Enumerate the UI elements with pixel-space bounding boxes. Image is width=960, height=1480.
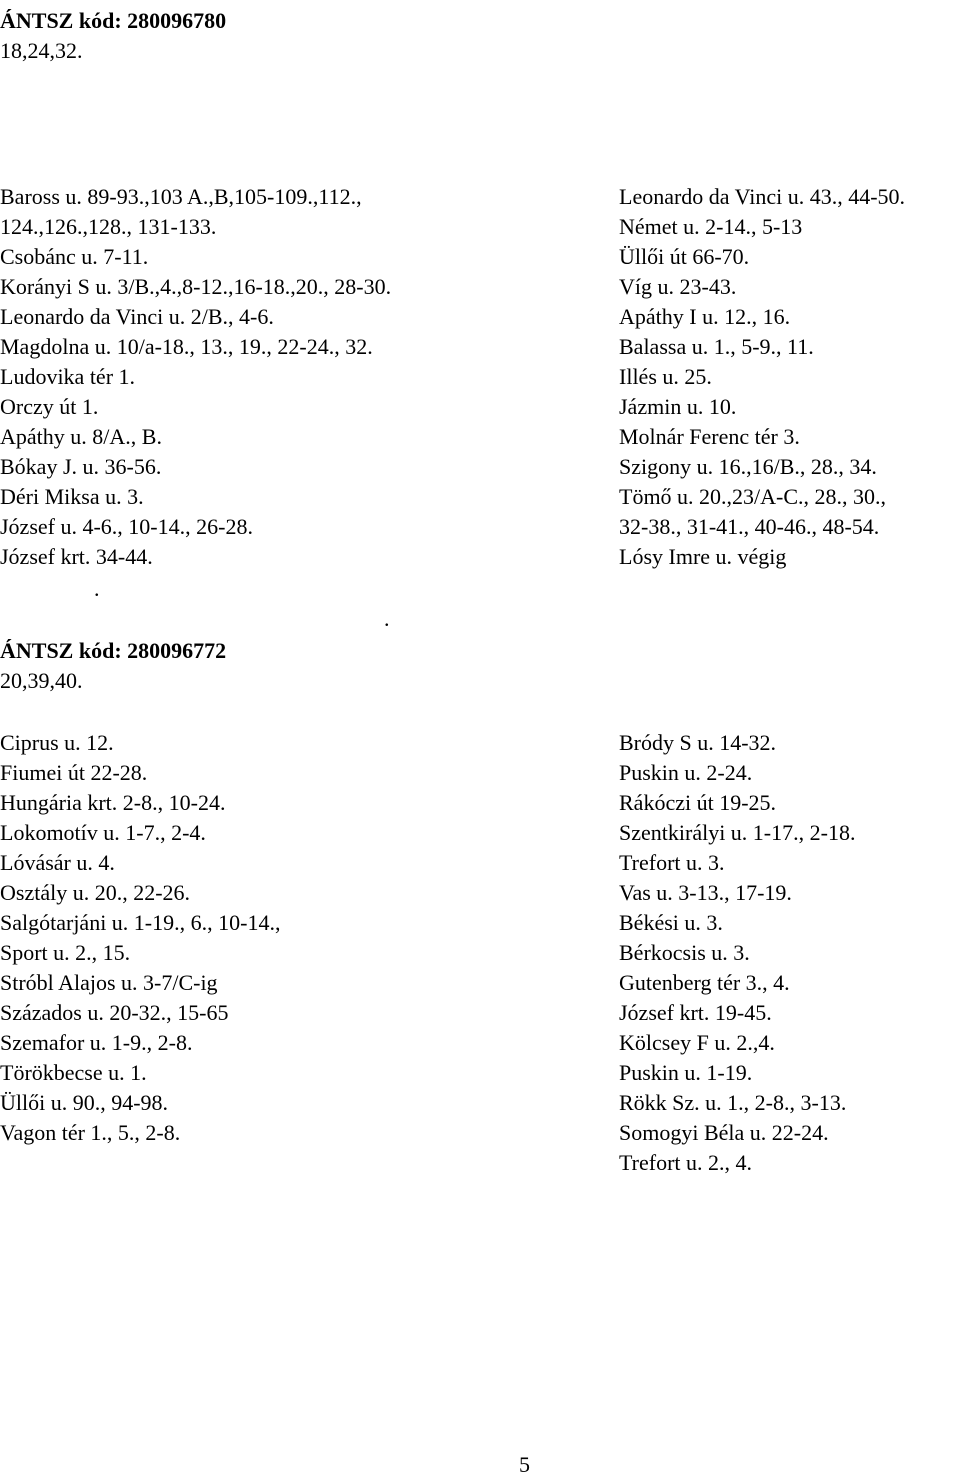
list-item: Szentkirályi u. 1-17., 2-18. [619,820,856,845]
list-item: Somogyi Béla u. 22-24. [619,1120,829,1145]
list-item: Leonardo da Vinci u. 2/B., 4-6. [0,304,274,329]
list-item: Szemafor u. 1-9., 2-8. [0,1030,193,1055]
list-item: 32-38., 31-41., 40-46., 48-54. [619,514,880,539]
list-item: Üllői u. 90., 94-98. [0,1090,169,1115]
section2-left-list [0,728,280,1148]
list-item: Leonardo da Vinci u. 43., 44-50. [619,184,906,209]
list-item: Salgótarjáni u. 1-19., 6., 10-14., [0,910,281,935]
list-item: Csobánc u. 7-11. [0,244,149,269]
list-item: Stróbl Alajos u. 3-7/C-ig [0,970,218,995]
list-item: Szigony u. 16.,16/B., 28., 34. [619,454,877,479]
section1-right-list [619,182,905,572]
list-item: Törökbecse u. 1. [0,1060,147,1085]
list-item: Ludovika tér 1. [0,364,136,389]
section1-title: ÁNTSZ kód: 280096780 [0,8,227,33]
list-item: József krt. 34-44. [0,544,153,569]
list-item: Hungária krt. 2-8., 10-24. [0,790,226,815]
list-item: Osztály u. 20., 22-26. [0,880,191,905]
list-item: Apáthy u. 8/A., B. [0,424,162,449]
section2-codes: 20,39,40. [0,668,83,693]
section1-left-list [0,182,391,572]
page-number: 5 [519,1452,530,1477]
list-item: Molnár Ferenc tér 3. [619,424,800,449]
list-item: Békési u. 3. [619,910,723,935]
list-item: 124.,126.,128., 131-133. [0,214,217,239]
list-item: Lósy Imre u. végig [619,544,787,569]
list-item: Apáthy I u. 12., 16. [619,304,791,329]
section2-title: ÁNTSZ kód: 280096772 [0,638,227,663]
list-item: Rökk Sz. u. 1., 2-8., 3-13. [619,1090,847,1115]
list-item: Víg u. 23-43. [619,274,737,299]
list-item: Puskin u. 1-19. [619,1060,753,1085]
list-item: Puskin u. 2-24. [619,760,753,785]
list-item: Trefort u. 3. [619,850,725,875]
list-item: Illés u. 25. [619,364,712,389]
list-item: Üllői út 66-70. [619,244,750,269]
section1-codes: 18,24,32. [0,38,83,63]
separator-dot: . [94,576,100,601]
list-item: Sport u. 2., 15. [0,940,131,965]
list-item: Bérkocsis u. 3. [619,940,750,965]
list-item: Vas u. 3-13., 17-19. [619,880,792,905]
list-item: Baross u. 89-93.,103 A.,B,105-109.,112., [0,184,362,209]
list-item: Orczy út 1. [0,394,99,419]
list-item: Lóvásár u. 4. [0,850,115,875]
list-item: Gutenberg tér 3., 4. [619,970,790,995]
list-item: Déri Miksa u. 3. [0,484,144,509]
list-item: Balassa u. 1., 5-9., 11. [619,334,814,359]
list-item: Magdolna u. 10/a-18., 13., 19., 22-24., 32. [0,334,373,359]
list-item: Bródy S u. 14-32. [619,730,777,755]
section2-right-list [619,728,855,1178]
list-item: Lokomotív u. 1-7., 2-4. [0,820,206,845]
list-item: Kölcsey F u. 2.,4. [619,1030,775,1055]
list-item: József krt. 19-45. [619,1000,772,1025]
list-item: Tömő u. 20.,23/A-C., 28., 30., [619,484,887,509]
list-item: Rákóczi út 19-25. [619,790,777,815]
list-item: Korányi S u. 3/B.,4.,8-12.,16-18.,20., 28-30. [0,274,392,299]
list-item: Százados u. 20-32., 15-65 [0,1000,229,1025]
list-item: Fiumei út 22-28. [0,760,148,785]
list-item: József u. 4-6., 10-14., 26-28. [0,514,253,539]
list-item: Német u. 2-14., 5-13 [619,214,803,239]
list-item: Bókay J. u. 36-56. [0,454,162,479]
list-item: Jázmin u. 10. [619,394,737,419]
list-item: Ciprus u. 12. [0,730,114,755]
list-item: Trefort u. 2., 4. [619,1150,753,1175]
list-item: Vagon tér 1., 5., 2-8. [0,1120,181,1145]
separator-dot: . [384,606,390,631]
